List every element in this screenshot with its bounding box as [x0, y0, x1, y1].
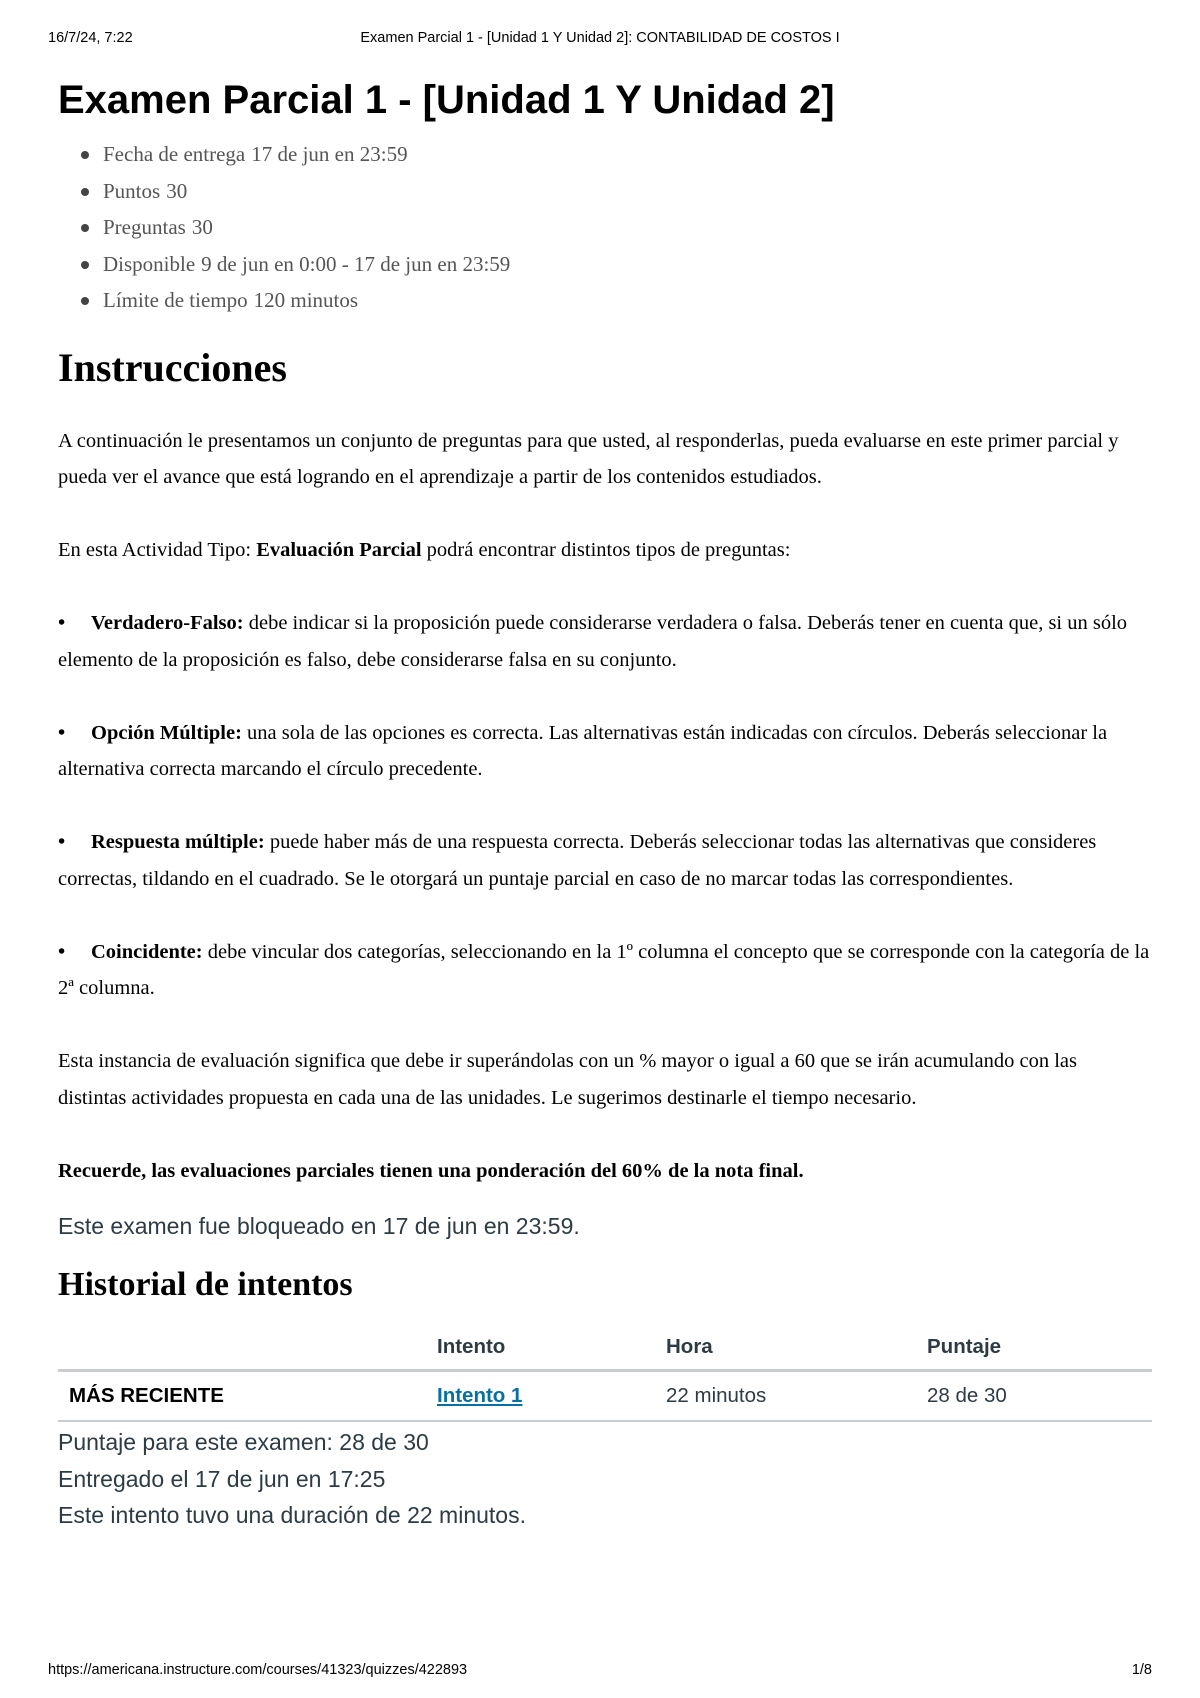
bullet-icon [81, 224, 89, 232]
question-type-text: debe indicar si la proposición puede considerarse verdadera o falsa. Deberás tener en cuenta que, si un sólo elemento de la proposición es falso, debe considerarse falsa en su conjunto. [58, 612, 1128, 671]
instructions-body [58, 423, 1150, 1190]
activity-type-bold: Evaluación Parcial [256, 539, 422, 561]
duration-summary: Este intento tuvo una duración de 22 minutos. [58, 1502, 526, 1528]
detail-label: Disponible [103, 251, 196, 276]
column-header-attempt: Intento [437, 1325, 666, 1371]
detail-questions [103, 209, 1150, 246]
bullet-icon [81, 188, 89, 196]
question-type-text: debe vincular dos categorías, seleccionando en la 1º columna el concepto que se corresponde con la categoría de la 2ª columna. [58, 940, 1150, 999]
table-row [58, 1371, 1152, 1422]
detail-value: 120 minutos [253, 288, 359, 312]
score-summary: Puntaje para este examen: 28 de 30 [58, 1429, 429, 1455]
question-type-text: una sola de las opciones es correcta. Las alternativas están indicadas con círculos. Deberás seleccionar la alternativa correcta marcando el círculo precedente. [58, 721, 1108, 780]
detail-value: 9 de jun en 0:00 - 17 de jun en 23:59 [201, 251, 511, 276]
question-type-text: puede haber más de una respuesta correcta. Deberás seleccionar todas las alternativas que consideres correctas, tildando en el cuadrado. Se le otorgará un puntaje parcial en caso de no marcar todas las correspondientes. [58, 831, 1097, 890]
attempt-history-heading: Historial de intentos [58, 1266, 353, 1303]
evaluation-note: Esta instancia de evaluación significa que debe ir superándolas con un % mayor o igual a 60 que se irán acumulando con las distintas actividades propuesta en cada una de las unidades. Le sugerimos destinarle el tiempo necesario. [58, 1050, 1077, 1109]
quiz-details-list [58, 136, 1150, 319]
attempt-cell [437, 1371, 666, 1422]
reminder-text: Recuerde, las evaluaciones parciales tienen una ponderación del 60% de la nota final. [58, 1159, 804, 1182]
activity-pre: En esta Actividad Tipo: [58, 539, 257, 561]
print-header [48, 30, 1152, 50]
detail-points [103, 173, 1150, 210]
bullet-icon: • [58, 940, 66, 963]
detail-label: Límite de tiempo [103, 288, 248, 312]
print-page-number: 1/8 [1131, 1662, 1152, 1678]
bullet-icon [81, 151, 89, 159]
bullet-icon [81, 297, 89, 305]
detail-time-limit [103, 282, 1150, 319]
question-type-name: Coincidente: [91, 940, 203, 963]
submitted-summary: Entregado el 17 de jun en 17:25 [58, 1465, 386, 1492]
print-url: https://americana.instructure.com/courses/41323/quizzes/422893 [48, 1662, 468, 1678]
bullet-icon [81, 261, 89, 269]
bullet-icon: • [58, 721, 66, 744]
question-type-matching [58, 934, 1150, 1007]
detail-label: Preguntas [103, 215, 186, 239]
detail-value: 30 [166, 178, 188, 203]
question-type-multiple-choice [58, 715, 1150, 788]
time-cell: 22 minutos [666, 1371, 927, 1422]
column-header-time: Hora [666, 1325, 927, 1371]
column-header-tag [58, 1325, 437, 1371]
print-date: 16/7/24, 7:22 [48, 30, 133, 46]
question-type-name: Verdadero-Falso: [91, 612, 244, 634]
detail-due-date [103, 136, 1150, 173]
question-type-name: Opción Múltiple: [91, 721, 242, 744]
instructions-intro: A continuación le presentamos un conjunto de preguntas para que usted, al responderlas, pueda evaluarse en este primer parcial y pueda ver el avance que está logrando en el aprendizaje a partir de los contenidos estudiados. [58, 429, 1119, 488]
table-header-row [58, 1325, 1152, 1371]
score-cell: 28 de 30 [927, 1371, 1152, 1422]
latest-tag: MÁS RECIENTE [58, 1371, 437, 1422]
print-document-title: Examen Parcial 1 - [Unidad 1 Y Unidad 2]: CONTABILIDAD DE COSTOS I [360, 30, 840, 46]
detail-label: Fecha de entrega [103, 142, 246, 166]
activity-type-line [58, 532, 1150, 569]
attempt-link[interactable]: Intento 1 [437, 1384, 523, 1407]
question-type-true-false [58, 605, 1150, 678]
quiz-content [58, 70, 1150, 1534]
column-header-score: Puntaje [927, 1325, 1152, 1371]
locked-message: Este examen fue bloqueado en 17 de jun en 23:59. [58, 1213, 580, 1239]
question-type-multiple-answer [58, 824, 1150, 897]
bullet-icon: • [58, 612, 66, 634]
activity-post: podrá encontrar distintos tipos de preguntas: [421, 539, 791, 561]
reminder [58, 1153, 1150, 1190]
bullet-icon: • [58, 831, 66, 853]
question-type-name: Respuesta múltiple: [91, 831, 265, 853]
instructions-heading: Instrucciones [58, 344, 287, 390]
detail-value: 30 [191, 215, 213, 239]
detail-value: 17 de jun en 23:59 [251, 142, 408, 166]
print-footer [48, 1662, 1152, 1682]
page-title: Examen Parcial 1 - [Unidad 1 Y Unidad 2] [58, 78, 835, 122]
detail-label: Puntos [103, 178, 161, 203]
attempt-summary [58, 1424, 1150, 1534]
attempt-history-table [58, 1325, 1152, 1422]
detail-available [103, 246, 1150, 283]
